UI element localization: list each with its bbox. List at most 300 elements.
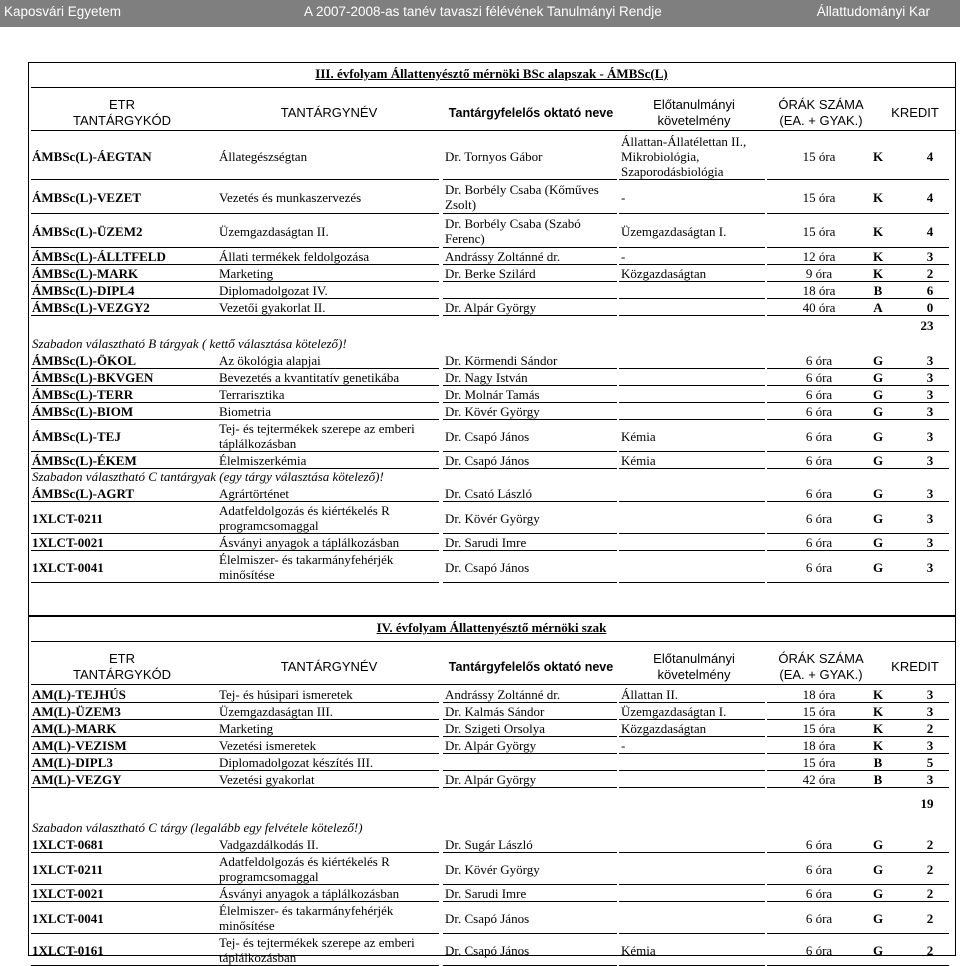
block1-row-rule-code [31,315,217,316]
block2-row-type: K [872,738,884,753]
block1-b-row-rule-prereq [619,419,765,420]
block2-row-rule-hours [767,702,871,703]
block1-c-row-name: Ásványi anyagok a táplálkozásban [219,535,400,550]
block1-row-teacher: Ferenc) [445,231,485,246]
block2-c-row-rule-credit [913,884,949,885]
block2-c-row-name: Élelmiszer- és takarmányfehérjék [219,903,394,918]
block2-row-name: Diplomadolgozat készítés III. [219,755,374,770]
block1-b-row-name: Terrarisztika [219,387,285,402]
block1-row-credit: 4 [926,148,934,164]
block2-c-row-hours: 6 óra [805,837,833,852]
block1-row-code: ÁMBSc(L)-VEZET [32,189,142,205]
block1-row-rule-credit [913,179,949,180]
col-header-code: TANTÁRGYKÓD [73,113,171,128]
header-rule [31,130,955,131]
block1-c-row-type: G [872,510,884,526]
block2-row-rule-type [863,753,913,754]
block1-b-row-hours: 6 óra [805,387,833,402]
block1-b-row-prereq: Kémia [621,428,656,444]
block1-c-row-credit: 3 [926,510,934,526]
block1-row-type: K [872,223,884,239]
block1-b-row-rule-teacher [443,368,617,369]
block1-row-name: Marketing [219,266,274,281]
block1-c-row-rule-teacher [443,501,617,502]
block1-row-type: B [873,283,883,298]
block1-row-teacher: Dr. Berke Szilárd [445,266,536,281]
block2-c-row-type: G [872,886,884,901]
block2-row-teacher: Andrássy Zoltánné dr. [445,687,561,702]
block1-c-row-hours: 6 óra [805,510,833,526]
block1-row-teacher: Dr. Borbély Csaba (Szabó [445,216,581,231]
block2-row-rule-teacher [443,770,617,771]
block2-c-row-name: minősítése [219,918,275,933]
block1-c-row-type: G [872,486,884,501]
block2-c-row-hours: 6 óra [805,861,833,877]
block1-b-row-name: Tej- és tejtermékek szerepe az emberi [219,421,415,436]
block2-row-prereq: Állattan II. [621,687,679,702]
col-header-hours-2: (EA. + GYAK.) [779,113,863,128]
block1-row-teacher: Dr. Tornyos Gábor [445,148,543,164]
block2-row-rule-credit [913,770,949,771]
col-header-etr: ETR [109,651,135,666]
block2-row-type: K [872,704,884,719]
block1-c-row-rule-hours [767,582,871,583]
block1-row-rule-name [217,264,439,265]
block1-b-row-rule-prereq [619,451,765,452]
block2-c-row-rule-name [217,933,439,934]
block1-c-row-rule-code [31,501,217,502]
block1-row-hours: 15 óra [802,148,836,164]
block2-row-rule-hours [767,736,871,737]
block2-row-hours: 15 óra [802,721,836,736]
block1-row-prereq: - [621,249,626,264]
col-header-prereq-2: követelmény [657,113,731,128]
block1-section-b: Szabadon választható B tárgyak ( kettő választása kötelező)! [32,336,347,351]
block1-b-row-rule-hours [767,468,871,469]
block1-c-row-rule-code [31,550,217,551]
block1-b-row-name: Az ökológia alapjai [219,353,321,368]
block1-b-row-rule-credit [913,385,949,386]
block1-b-row-credit: 3 [926,404,934,419]
block2-row-hours: 18 óra [802,738,836,753]
block2-c-row-hours: 6 óra [805,886,833,901]
block2-row-hours: 42 óra [802,772,836,787]
block1-b-row-credit: 3 [926,370,934,385]
block2-c-row-rule-prereq [619,852,765,853]
block2-section-c: Szabadon választható C tárgy (legalább egy felvétele kötelező!) [32,820,363,835]
block1-c-row-rule-hours [767,550,871,551]
block2-c-row-credit: 2 [926,910,934,926]
block2-c-row-rule-name [217,852,439,853]
block2-row-rule-type [863,736,913,737]
block1-row-prereq: Üzemgazdaságtan I. [621,223,727,239]
block1-c-row-credit: 3 [926,535,934,550]
block2-c-row-type: G [872,837,884,852]
block2-row-prereq: - [621,738,626,753]
block1-row-teacher: Andrássy Zoltánné dr. [445,249,561,264]
block1-row-type: K [872,266,884,281]
block1-b-row-credit: 3 [926,428,934,444]
block1-c-row-code: 1XLCT-0041 [32,559,104,575]
block1-c-row-rule-prereq [619,550,765,551]
block1-c-row-name: Adatfeldolgozás és kiértékelés R [219,503,390,518]
block1-b-row-rule-prereq [619,402,765,403]
block1-b-row-rule-name [217,402,439,403]
block1-c-row-rule-code [31,582,217,583]
block1-row-rule-hours [767,264,871,265]
col-header-prereq: Előtanulmányi [653,651,735,666]
col-header-teacher: Tantárgyfelelős oktató neve [448,106,614,120]
block1-row-credit: 0 [926,300,934,315]
block2-c-row-teacher: Dr. Sarudi Imre [445,886,527,901]
block1-row-hours: 18 óra [802,283,836,298]
block2-row-code: AM(L)-MARK [32,721,117,736]
block1-row-code: ÁMBSc(L)-DIPL4 [32,283,135,298]
block1-row-rule-credit [913,281,949,282]
block2-row-rule-hours [767,719,871,720]
block1-row-rule-hours [767,315,871,316]
col-header-teacher: Tantárgyfelelős oktató neve [448,660,614,674]
block2-row-name: Marketing [219,721,274,736]
block1-row-rule-teacher [443,264,617,265]
block1-b-row-teacher: Dr. Nagy István [445,370,528,385]
block2-row-credit: 3 [926,738,934,753]
block2-row-code: AM(L)-TEJHÚS [32,687,126,702]
block1-row-rule-credit [913,213,949,214]
block1-c-row-rule-credit [913,533,949,534]
block2-c-row-credit: 2 [926,942,934,958]
block1-b-row-code: ÁMBSc(L)-ÖKOL [32,353,136,368]
block2-c-row-code: 1XLCT-0211 [32,861,104,877]
block2-row-hours: 18 óra [802,687,836,702]
block1-row-rule-teacher [443,281,617,282]
block1-c-row-teacher: Dr. Kövér György [445,510,540,526]
block1-row-rule-type [863,179,913,180]
block2-c-row-prereq: Kémia [621,942,656,958]
block1-section-c: Szabadon választható C tantárgyak (egy tárgy választása kötelező)! [32,469,384,484]
block1-c-row-code: 1XLCT-0211 [32,510,104,526]
block1-b-row-teacher: Dr. Csapó János [445,428,530,444]
block1-row-rule-prereq [619,264,765,265]
block1-row-teacher: Dr. Borbély Csaba (Kőműves [445,182,599,197]
block1-b-row-rule-teacher [443,451,617,452]
block1-row-rule-name [217,298,439,299]
block1-row-rule-prereq [619,179,765,180]
block1-c-row-rule-type [863,550,913,551]
block1-row-rule-name [217,315,439,316]
block1-row-rule-code [31,264,217,265]
block2-row-rule-code [31,736,217,737]
block1-row-rule-prereq [619,213,765,214]
col-header-hours: ÓRÁK SZÁMA [778,651,864,666]
block2-row-rule-code [31,753,217,754]
block1-row-rule-prereq [619,298,765,299]
block2-row-teacher: Dr. Szigeti Orsolya [445,721,546,736]
block2-row-rule-credit [913,787,949,788]
block2-row-type: K [872,687,884,702]
block1-row-rule-prereq [619,315,765,316]
block2-row-rule-hours [767,770,871,771]
block1-b-row-rule-type [863,419,913,420]
block1-row-code: ÁMBSc(L)-VEZGY2 [32,300,150,315]
block2-row-prereq: Közgazdaságtan [621,721,707,736]
block1-c-row-rule-type [863,501,913,502]
col-header-prereq-2: követelmény [657,667,731,682]
block2-title-rule [31,641,955,642]
block2-c-row-rule-credit [913,933,949,934]
block1-b-row-rule-type [863,451,913,452]
block1-row-rule-hours [767,298,871,299]
block2-c-row-rule-type [863,933,913,934]
block1-b-row-hours: 6 óra [805,428,833,444]
block2-c-row-teacher: Dr. Csapó János [445,942,530,958]
block1-row-rule-hours [767,247,871,248]
block2-c-row-rule-code [31,884,217,885]
block1-c-row-code: 1XLCT-0021 [32,535,104,550]
block1-c-row-code: ÁMBSc(L)-AGRT [32,486,135,501]
block2-c-row-rule-teacher [443,933,617,934]
block2-row-code: AM(L)-VEZISM [32,738,127,753]
block1-b-row-type: G [872,428,884,444]
block1-row-code: ÁMBSc(L)-ÁEGTAN [32,148,152,164]
block1-row-name: Vezetés és munkaszervezés [219,189,362,205]
block1-row-rule-type [863,281,913,282]
block2-row-rule-credit [913,736,949,737]
block1-b-row-rule-type [863,385,913,386]
block2-row-rule-name [217,719,439,720]
block1-c-row-rule-type [863,533,913,534]
block1-row-rule-credit [913,264,949,265]
block1-row-hours: 15 óra [802,189,836,205]
block2-row-type: B [873,755,883,770]
block1-b-row-rule-credit [913,419,949,420]
block2-row-rule-prereq [619,787,765,788]
block2-c-row-rule-prereq [619,884,765,885]
block1-c-row-type: G [872,535,884,550]
block1-b-row-hours: 6 óra [805,370,833,385]
block1-b-row-rule-credit [913,368,949,369]
block1-row-name: Vezetői gyakorlat II. [219,300,326,315]
block1-b-row-rule-teacher [443,419,617,420]
block1-row-hours: 40 óra [802,300,836,315]
block2-c-row-name: Tej- és tejtermékek szerepe az emberi [219,935,415,950]
block1-b-row-teacher: Dr. Csapó János [445,453,530,468]
block1-row-hours: 9 óra [805,266,833,281]
block1-b-row-type: G [872,370,884,385]
block2-c-row-rule-prereq [619,901,765,902]
block1-c-row-teacher: Dr. Csapó János [445,559,530,575]
col-header-hours-2: (EA. + GYAK.) [779,667,863,682]
block1-row-credit: 4 [926,223,934,239]
block1-row-rule-prereq [619,247,765,248]
block1-row-type: K [872,148,884,164]
block-year-3 [28,62,956,616]
block2-row-rule-code [31,787,217,788]
block1-c-row-hours: 6 óra [805,559,833,575]
block1-row-hours: 12 óra [802,249,836,264]
block2-row-credit: 5 [926,755,934,770]
block1-row-rule-credit [913,247,949,248]
block2-row-rule-prereq [619,702,765,703]
block1-b-row-prereq: Kémia [621,453,656,468]
block1-row-rule-code [31,298,217,299]
block2-row-teacher: Dr. Alpár György [445,772,537,787]
block1-row-prereq: - [621,189,626,205]
block2-c-row-credit: 2 [926,837,934,852]
block1-b-row-rule-name [217,419,439,420]
block2-row-hours: 15 óra [802,704,836,719]
block1-c-row-hours: 6 óra [805,535,833,550]
block2-row-code: AM(L)-VEZGY [32,772,122,787]
block2-row-name: Vezetési gyakorlat [219,772,315,787]
block1-row-name: Állati termékek feldolgozása [219,249,370,264]
block2-row-rule-prereq [619,753,765,754]
block1-row-rule-type [863,264,913,265]
block1-c-row-type: G [872,559,884,575]
block1-row-rule-teacher [443,213,617,214]
block1-b-row-rule-hours [767,368,871,369]
block2-c-row-rule-code [31,901,217,902]
block1-c-row-rule-teacher [443,582,617,583]
col-header-name: TANTÁRGYNÉV [280,659,378,674]
block1-b-row-type: G [872,387,884,402]
block1-c-row-rule-name [217,550,439,551]
block1-b-row-hours: 6 óra [805,353,833,368]
block2-c-row-type: G [872,910,884,926]
block1-row-rule-code [31,247,217,248]
block1-row-rule-hours [767,281,871,282]
block2-row-rule-type [863,719,913,720]
block1-c-row-rule-teacher [443,550,617,551]
col-header-prereq: Előtanulmányi [653,97,735,112]
block1-b-row-teacher: Dr. Körmendi Sándor [445,353,558,368]
col-header-credit: KREDIT [891,659,939,674]
block2-row-credit: 2 [926,721,934,736]
block2-c-row-rule-name [217,884,439,885]
block2-row-rule-credit [913,719,949,720]
block2-c-row-rule-hours [767,933,871,934]
block2-row-code: AM(L)-DIPL3 [32,755,113,770]
block1-b-row-code: ÁMBSc(L)-TERR [32,387,134,402]
block1-c-row-name: Agrártörténet [219,486,290,501]
block2-c-row-rule-teacher [443,901,617,902]
block1-b-row-rule-prereq [619,468,765,469]
block1-b-row-type: G [872,353,884,368]
block1-b-row-credit: 3 [926,453,934,468]
block1-row-type: K [872,249,884,264]
block2-c-row-rule-credit [913,852,949,853]
block1-row-type: A [873,300,883,315]
block1-b-row-credit: 3 [926,353,934,368]
block1-row-rule-credit [913,298,949,299]
block1-row-name: Diplomadolgozat IV. [219,283,328,298]
block2-c-row-rule-code [31,933,217,934]
block1-c-row-rule-type [863,582,913,583]
block1-b-row-hours: 6 óra [805,404,833,419]
block2-row-hours: 15 óra [802,755,836,770]
col-header-etr: ETR [109,97,135,112]
col-header-name: TANTÁRGYNÉV [280,105,378,120]
block1-row-credit: 6 [926,283,934,298]
block1-row-name: Üzemgazdaságtan II. [219,223,329,239]
block2-row-rule-name [217,787,439,788]
header-rule [31,684,955,685]
block1-b-row-rule-teacher [443,402,617,403]
block2-row-type: B [873,772,883,787]
block2-row-rule-credit [913,753,949,754]
block2-c-row-credit: 2 [926,861,934,877]
block2-c-row-teacher: Dr. Sugár László [445,837,533,852]
block1-b-row-rule-prereq [619,368,765,369]
block2-c-row-credit: 2 [926,886,934,901]
block1-b-row-rule-hours [767,451,871,452]
block1-row-rule-teacher [443,247,617,248]
block1-c-row-teacher: Dr. Sarudi Imre [445,535,527,550]
block2-row-rule-prereq [619,770,765,771]
block2-row-rule-teacher [443,787,617,788]
block-year-4 [28,616,956,965]
block1-c-row-rule-hours [767,501,871,502]
block2-row-teacher: Dr. Alpár György [445,738,537,753]
block1-row-rule-name [217,179,439,180]
block1-row-rule-type [863,298,913,299]
block2-c-row-rule-name [217,901,439,902]
block1-c-row-rule-name [217,501,439,502]
block1-c-row-rule-prereq [619,501,765,502]
block1-b-row-credit: 3 [926,387,934,402]
block2-title: IV. évfolyam Állattenyésztő mérnöki szak [376,620,607,635]
block1-row-rule-type [863,213,913,214]
block1-row-hours: 15 óra [802,223,836,239]
block1-b-row-rule-hours [767,402,871,403]
block1-c-row-rule-credit [913,582,949,583]
block2-row-credit: 3 [926,687,934,702]
block1-b-row-rule-teacher [443,468,617,469]
block1-b-row-code: ÁMBSc(L)-BKVGEN [32,370,154,385]
block1-row-rule-credit [913,315,949,316]
block1-row-rule-type [863,315,913,316]
block1-b-row-rule-credit [913,402,949,403]
block1-b-row-type: G [872,453,884,468]
block1-b-row-rule-code [31,451,217,452]
block1-b-row-rule-hours [767,419,871,420]
block2-row-code: AM(L)-ÜZEM3 [32,704,121,719]
block1-c-row-rule-hours [767,533,871,534]
block1-row-rule-code [31,213,217,214]
block1-b-row-type: G [872,404,884,419]
block1-c-row-credit: 3 [926,559,934,575]
block1-title-rule [31,87,955,88]
block2-row-rule-name [217,753,439,754]
block1-row-prereq: Szaporodásbiológia [621,163,724,179]
block1-row-rule-teacher [443,298,617,299]
block1-row-rule-prereq [619,281,765,282]
block1-row-code: ÁMBSc(L)-MARK [32,266,139,281]
document-title: A 2007-2008-as tanév tavaszi félévének Tanulmányi Rendje [304,4,662,19]
page-banner [0,0,960,27]
block2-row-rule-teacher [443,702,617,703]
block2-row-rule-teacher [443,753,617,754]
block1-b-row-rule-code [31,402,217,403]
block1-b-row-rule-type [863,468,913,469]
block1-b-row-rule-name [217,385,439,386]
col-header-hours: ÓRÁK SZÁMA [778,97,864,112]
block1-c-row-credit: 3 [926,486,934,501]
block1-row-teacher: Dr. Alpár György [445,300,537,315]
block1-c-row-rule-credit [913,501,949,502]
block1-b-row-teacher: Dr. Kövér György [445,404,540,419]
block1-row-rule-code [31,179,217,180]
